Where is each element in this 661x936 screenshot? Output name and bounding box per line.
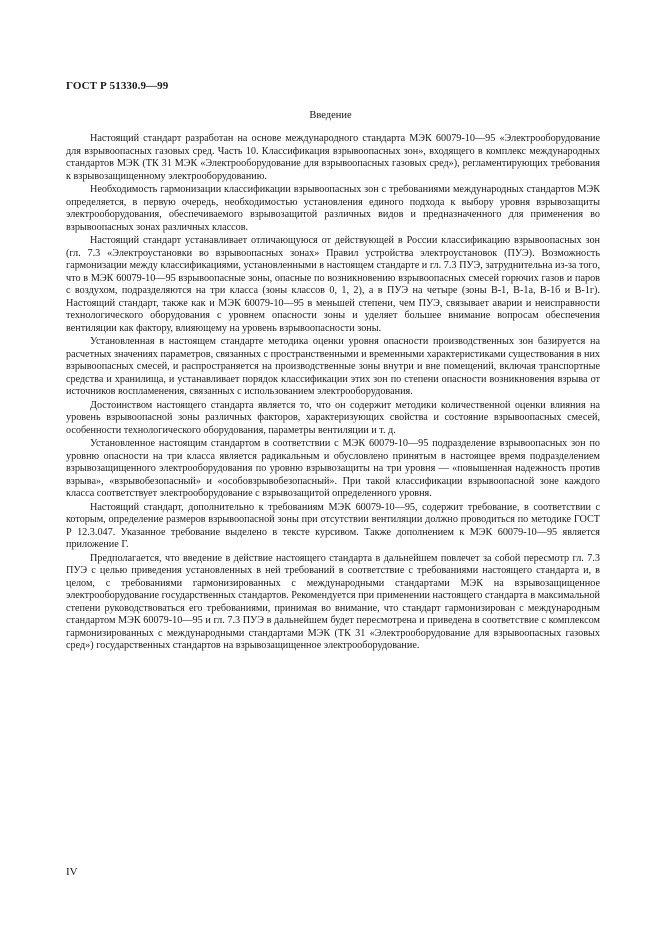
paragraph: Установленное настоящим стандартом в соответствии с МЭК 60079-10—95 подразделение взрывоопасных зон по уровню опасности на три класса является радикальным и обусловлено принятым в настоящее время подразделением взрывозащищенного электрооборудования по уровню взрывозащиты на три уровня — «повышенная надежность против взрыва», «взрывобезопасный» и «особовзрывобезопасный». При такой классификации взрывоопасной зоне каждого класса соответствует электрооборудование с взрывозащитой определенного уровня. [66, 438, 600, 499]
paragraph: Предполагается, что введение в действие настоящего стандарта в дальнейшем повлечет за собой пересмотр гл. 7.3 ПУЭ с целью приведения установленных в ней требований в соответствие с требованиями настоящего стандарта и, в целом, с требованиями гармонизированных с международными стандартами МЭК на взрывозащищенное электрооборудование государственных стандартов. Рекомендуется при применении настоящего стандарта в максимальной степени руководствоваться его требованиями, принимая во внимание, что стандарт гармонизирован с международным стандартом МЭК 60079-10—95 и гл. 7.3 ПУЭ в дальнейшем будет пересмотрена и приведена в соответствие с комплексом гармонизированных с международными стандартами МЭК (ТК 31 «Электрооборудование для взрывоопасных газовых сред») государственных стандартов на взрывозащищенное электрооборудование. [66, 552, 600, 651]
document-code-header: ГОСТ Р 51330.9—99 [66, 80, 169, 92]
paragraph: Настоящий стандарт разработан на основе международного стандарта МЭК 60079-10—95 «Электрооборудование для взрывоопасных газовых сред. Часть 10. Классификация взрывоопасных зон», входящего в комплекс международных стандартов МЭК (ТК 31 МЭК «Электрооборудование для взрывоопасных газовых сред»), регламентирующих требования к взрывозащищенному электрооборудованию. [66, 133, 600, 182]
paragraph: Настоящий стандарт устанавливает отличающуюся от действующей в России классификацию взрывоопасных зон (гл. 7.3 «Электроустановки во взрывоопасных зонах» Правил устройства электроустановок (ПУЭ). Возможность гармонизации между классификациями, установленными в настоящем стандарте и гл. 7.3 ПУЭ, затруднительна из-за того, что в МЭК 60079-10—95 взрывоопасные зоны, опасные по возникновению взрывоопасных смесей горючих газов и паров с воздухом, подразделяются на три класса (зоны классов 0, 1, 2), а в ПУЭ на четыре (зоны В-1, В-1а, В-1б и В-1г). Настоящий стандарт, также как и МЭК 60079-10—95 в меньшей степени, чем ПУЭ, связывает аварии и неисправности технологического оборудования с уровнем опасности зоны и уделяет большее внимание вопросам обеспечения вентиляции как фактору, влияющему на уровень взрывоопасности зоны. [66, 235, 600, 334]
page-number: IV [66, 866, 78, 878]
paragraph: Настоящий стандарт, дополнительно к требованиям МЭК 60079-10—95, содержит требование, в соответствии с которым, определение размеров взрывоопасной зоны при отсутствии вентиляции должно проводиться по методике ГОСТ Р 12.3.047. Указанное требование выделено в тексте курсивом. Также дополнением к МЭК 60079-10—95 является приложение Г. [66, 501, 600, 550]
paragraph: Достоинством настоящего стандарта является то, что он содержит методики количественной оценки влияния на уровень взрывоопасной зоны различных факторов, характеризующих свойства и состояние взрывоопасных смесей, особенности технологического оборудования, параметры вентиляции и т. д. [66, 399, 600, 436]
paragraph: Установленная в настоящем стандарте методика оценки уровня опасности производственных зон базируется на расчетных значениях параметров, связанных с пространственными и временными характеристиками существования в них взрывоопасных смесей, и распространяется на производственные зоны внутри и вне помещений, включая транспортные средства и хранилища, и устанавливает порядок классификации этих зон по степени опасности возникновения взрыва от источников воспламенения, связанных с использованием электрооборудования. [66, 336, 600, 397]
body-text [66, 133, 600, 654]
section-title: Введение [309, 110, 352, 121]
paragraph: Необходимость гармонизации классификации взрывоопасных зон с требованиями международных стандартов МЭК определяется, в первую очередь, необходимостью установления единого подхода к выбору уровня взрывозащиты электрооборудования, обеспечиваемого взрывозащитой различных видов и предназначенного для применения во взрывоопасных зонах различных классов. [66, 184, 600, 233]
